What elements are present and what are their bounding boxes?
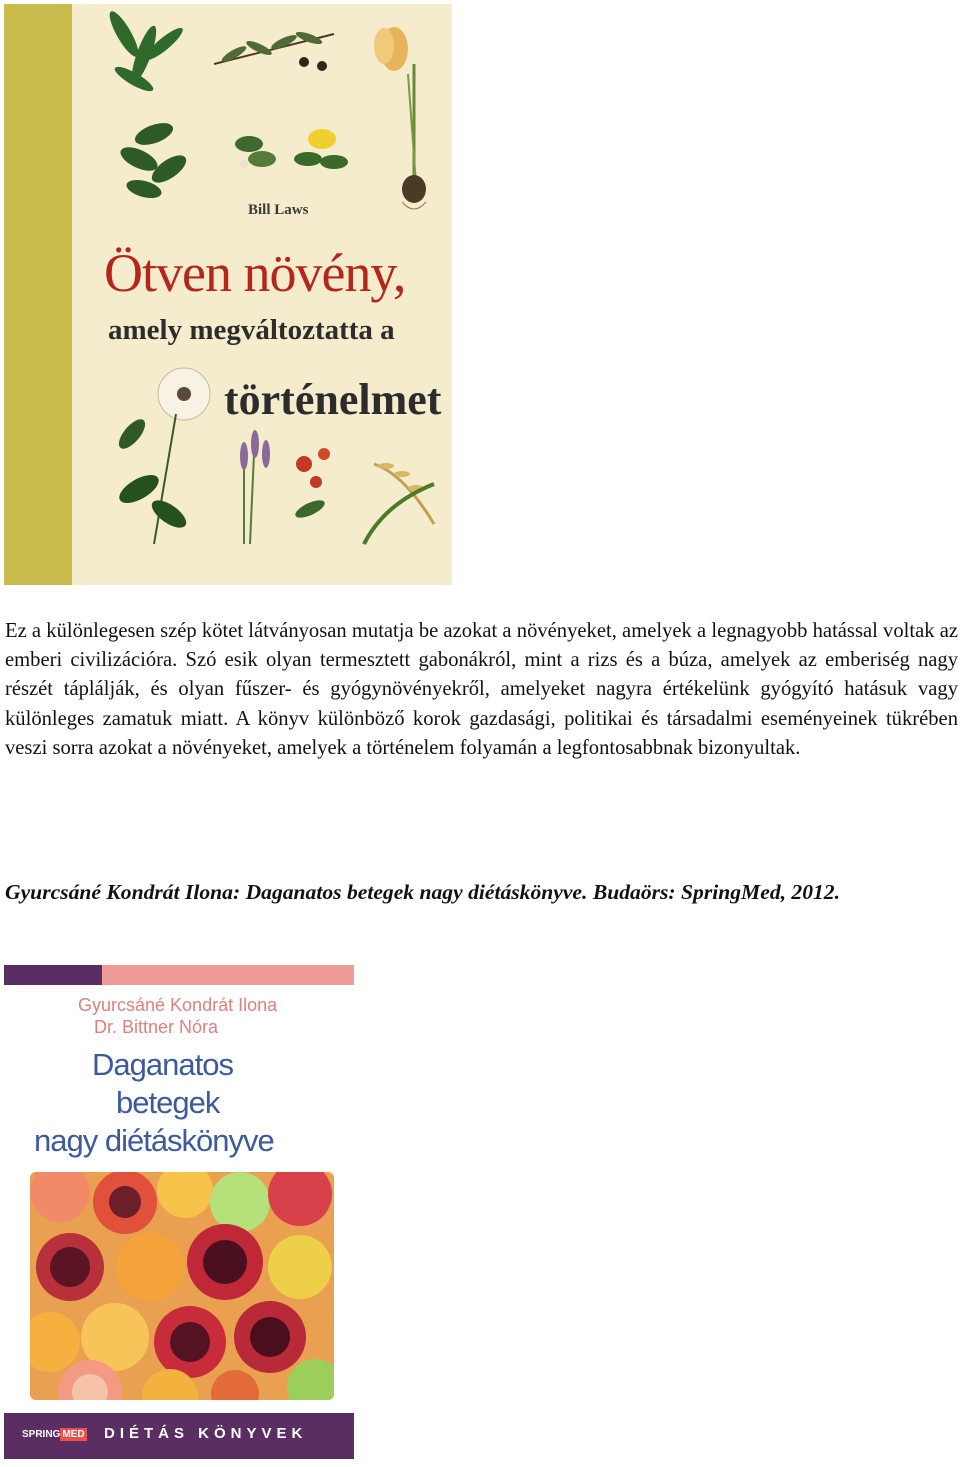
cover-top-bar-pink: [102, 965, 354, 985]
book2-citation: Gyurcsáné Kondrát Ilona: Daganatos betegek nagy diétáskönyve. Budaörs: SpringMed, 2012.: [5, 880, 840, 904]
fruit-photo: [30, 1172, 334, 1400]
series-name: DIÉTÁS KÖNYVEK: [104, 1425, 308, 1442]
book1-description: Ez a különlegesen szép kötet látványosan mutatja be azokat a növényeket, amelyek a legnagyobb hatással voltak az emberi civilizációra. Szó esik olyan termesztett gabonákról, mint a rizs és a búza, amelyek az emberiség nagy részét táplálják, és olyan fűszer- és gyógynövényekről, amelyeket nagyra értékelünk gyógyító hatásuk vagy különleges zamatuk miatt. A könyv különböző korok gazdasági, politikai és társadalmi eseményeinek tükrében veszi sorra azokat a növényeket, amelyek a történelem folyamán a legfontosabbnak bizonyultak.: [5, 620, 958, 759]
book2-title-line3: nagy diétáskönyve: [34, 1123, 274, 1158]
book-cover-daganatos-betegek: [4, 965, 354, 1459]
book1-title-line2: amely megváltoztatta a: [108, 314, 395, 346]
publisher-logo: [22, 1429, 87, 1440]
book2-author1: Gyurcsáné Kondrát Ilona: [78, 995, 278, 1015]
book2-author2: Dr. Bittner Nóra: [94, 1017, 219, 1037]
book1-title-line3: történelmet: [224, 375, 442, 424]
publisher-name-b: MED: [62, 1429, 85, 1440]
fruit-illustration: [30, 1172, 334, 1400]
book2-title-line1: Daganatos: [92, 1047, 233, 1082]
book1-author: Bill Laws: [248, 202, 309, 218]
publisher-name-a: SPRING: [22, 1429, 61, 1440]
cover-top-bar-purple: [4, 965, 102, 985]
cover-bottom-bar: [4, 1413, 354, 1459]
book2-title-line2: betegek: [116, 1085, 220, 1120]
book-cover-otven-noveny: [4, 4, 452, 585]
book1-title-line1: Ötven növény,: [104, 243, 406, 303]
